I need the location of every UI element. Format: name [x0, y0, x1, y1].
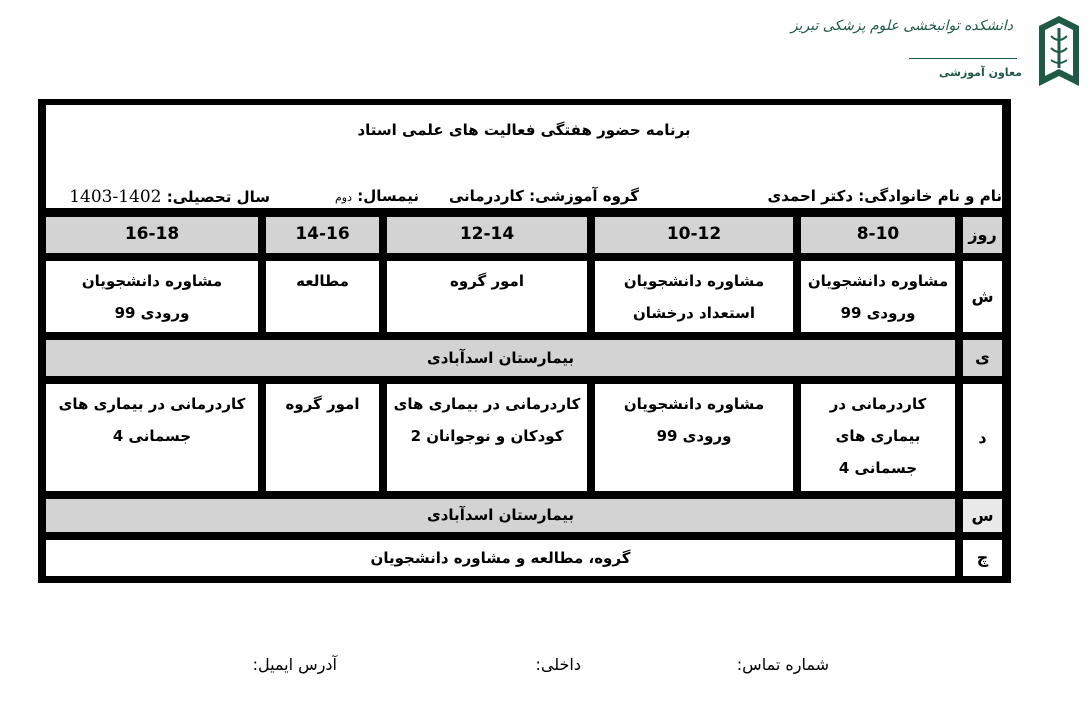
extension-label: داخلی: [535, 655, 581, 674]
time-header-12-14: 12-14 [387, 217, 587, 253]
day-label-tue: س [963, 499, 1002, 532]
logo-divider [909, 58, 1017, 59]
time-header-10-12: 10-12 [595, 217, 793, 253]
phone-label: شماره تماس: [736, 655, 829, 674]
instructor-name: نام و نام خانوادگی: دکتر احمدی [767, 187, 1002, 205]
slot-mon-10-12: مشاوره دانشجویان ورودی 99 [595, 384, 793, 491]
academic-year: سال تحصیلی: 1402-1403 [69, 187, 270, 207]
merged-row-tue: بیمارستان اسدآبادی [46, 499, 955, 532]
time-header-8-10: 8-10 [801, 217, 955, 253]
time-header-16-18: 16-18 [46, 217, 258, 253]
day-label-mon: د [963, 384, 1002, 491]
emblem-icon [1037, 14, 1081, 88]
day-label-sun: ی [963, 340, 1002, 376]
semester: نیمسال: دوم [335, 187, 419, 205]
merged-row-sun: بیمارستان اسدآبادی [46, 340, 955, 376]
merged-row-wed: گروه، مطالعه و مشاوره دانشجویان [46, 540, 955, 576]
slot-sat-8-10: مشاوره دانشجویان ورودی 99 [801, 261, 955, 332]
university-logo [790, 8, 1085, 92]
slot-sat-14-16: مطالعه [266, 261, 379, 332]
day-label-wed: چ [963, 540, 1002, 576]
slot-mon-8-10: کاردرمانی در بیماری های جسمانی 4 [801, 384, 955, 491]
logo-script-text: دانشکده توانبخشی علوم پزشکی تبریز [790, 18, 1013, 34]
slot-sat-12-14: امور گروه [387, 261, 587, 332]
slot-mon-12-14: کاردرمانی در بیماری های کودکان و نوجوانان 2 [387, 384, 587, 491]
slot-sat-10-12: مشاوره دانشجویان استعداد درخشان [595, 261, 793, 332]
day-label-sat: ش [963, 261, 1002, 332]
slot-sat-16-18: مشاوره دانشجویان ورودی 99 [46, 261, 258, 332]
time-header-14-16: 14-16 [266, 217, 379, 253]
schedule-table [38, 99, 1011, 583]
slot-mon-16-18: کاردرمانی در بیماری های جسمانی 4 [46, 384, 258, 491]
day-column-header: روز [963, 217, 1002, 253]
logo-subtitle: معاون آموزشی [939, 66, 1022, 79]
department: گروه آموزشی: کاردرمانی [448, 187, 639, 205]
email-label: آدرس ایمیل: [252, 655, 337, 674]
slot-mon-14-16: امور گروه [266, 384, 379, 491]
table-header [46, 105, 1002, 208]
page-title: برنامه حضور هفتگی فعالیت های علمی استاد [357, 121, 691, 139]
